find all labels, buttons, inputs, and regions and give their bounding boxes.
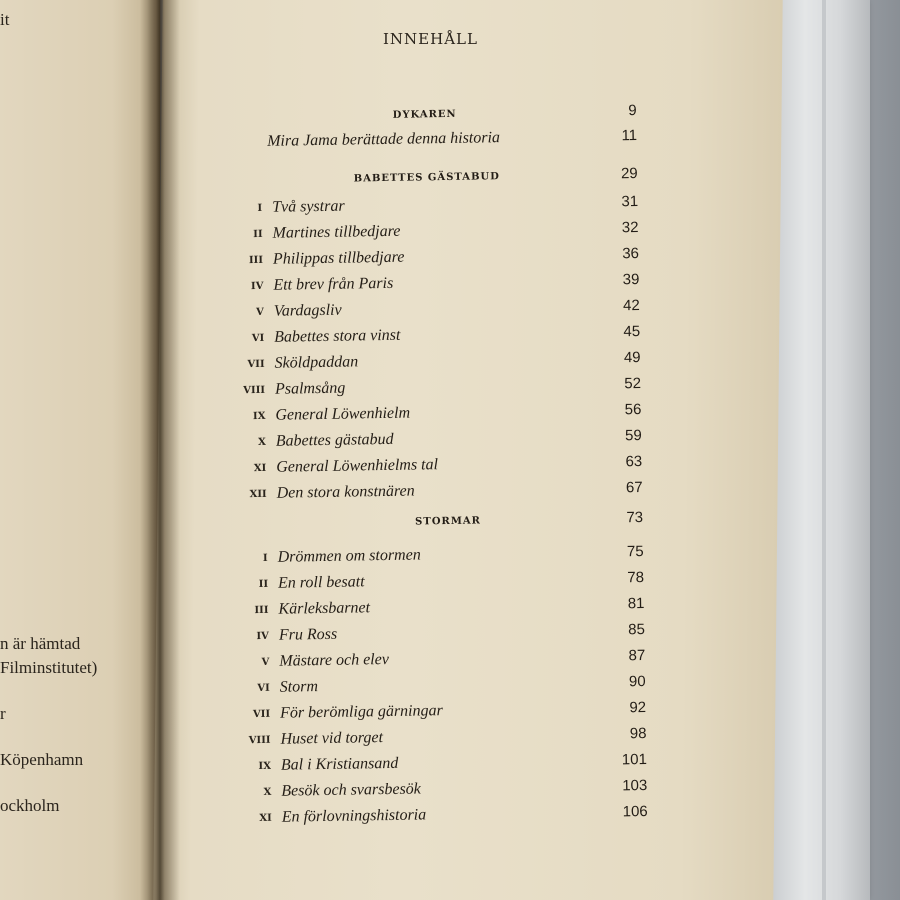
toc-page-number: 52 bbox=[624, 374, 642, 393]
toc-section-title: STORMAR bbox=[415, 515, 482, 528]
toc-page-number: 101 bbox=[621, 750, 648, 769]
toc-chapter-number: I bbox=[262, 552, 268, 564]
toc-chapter-title: Psalmsång bbox=[274, 379, 346, 398]
toc-chapter-number: V bbox=[255, 306, 264, 319]
toc-page-number: 85 bbox=[628, 620, 645, 639]
toc-chapter-title: Babettes gästabud bbox=[275, 430, 394, 450]
toc-section-title: DYKAREN bbox=[392, 108, 457, 121]
toc-chapter-number: V bbox=[261, 656, 270, 668]
left-page-line: r bbox=[0, 704, 6, 723]
left-page-line: n är hämtad bbox=[0, 634, 81, 653]
toc-chapter-number: VIII bbox=[243, 384, 266, 397]
toc-page-number: 90 bbox=[628, 672, 646, 691]
toc-chapter-number: IV bbox=[256, 630, 269, 643]
toc-chapter-title: Vardagsliv bbox=[273, 301, 342, 320]
toc-page-number: 73 bbox=[626, 508, 644, 527]
toc-chapter-title: Martines tillbedjare bbox=[272, 222, 401, 242]
toc-page-number: 42 bbox=[622, 297, 640, 315]
toc-chapter-number: XII bbox=[249, 488, 267, 501]
toc-page-number: 81 bbox=[627, 594, 645, 613]
toc-chapter-title: Bal i Kristiansand bbox=[280, 754, 399, 774]
toc-page-number: 98 bbox=[629, 724, 647, 743]
toc-chapter-title: Kärleksbarnet bbox=[278, 599, 371, 618]
toc-heading: INNEHÅLL bbox=[383, 30, 478, 48]
toc-chapter-title: General Löwenhielm bbox=[275, 404, 411, 424]
toc-page-number: 31 bbox=[621, 193, 639, 211]
toc-chapter-number: II bbox=[258, 578, 269, 591]
toc-chapter-number: III bbox=[248, 254, 264, 267]
toc-page-number: 39 bbox=[622, 271, 640, 289]
toc-chapter-title: Drömmen om stormen bbox=[277, 546, 421, 566]
toc-section-title: BABETTES GÄSTABUD bbox=[353, 171, 500, 185]
toc-page-number: 59 bbox=[624, 426, 642, 445]
toc-chapter-title: Fru Ross bbox=[278, 625, 338, 644]
toc-page-number: 87 bbox=[628, 646, 646, 665]
toc-chapter-number: II bbox=[253, 228, 263, 241]
toc-page-number: 45 bbox=[623, 322, 641, 341]
toc-page-number: 9 bbox=[628, 102, 637, 120]
toc-chapter-number: XI bbox=[259, 812, 272, 825]
toc-chapter-title: Philippas tillbedjare bbox=[272, 248, 405, 268]
toc-chapter-number: VII bbox=[247, 358, 265, 371]
toc-chapter-number: X bbox=[263, 786, 272, 798]
toc-page-number: 11 bbox=[621, 127, 638, 145]
toc-chapter-number: X bbox=[258, 436, 266, 449]
toc-chapter-number: VI bbox=[257, 682, 270, 695]
toc-chapter-number: VII bbox=[252, 708, 271, 721]
toc-page-number: 36 bbox=[622, 245, 640, 263]
toc-chapter-number bbox=[221, 137, 261, 138]
left-page-line: ockholm bbox=[0, 796, 60, 815]
toc-chapter-number: I bbox=[257, 202, 263, 214]
toc-page-number: 32 bbox=[621, 219, 639, 237]
toc-chapter-number: III bbox=[254, 604, 269, 617]
toc-page-number: 56 bbox=[624, 400, 642, 419]
toc-chapter-title: En roll besatt bbox=[277, 573, 365, 592]
toc-page-number: 49 bbox=[623, 348, 641, 367]
toc-page-number: 103 bbox=[622, 776, 648, 795]
toc-chapter-title: Babettes stora vinst bbox=[274, 326, 401, 346]
toc-chapter-title: En förlovningshistoria bbox=[281, 806, 427, 826]
toc-chapter-title: Huset vid torget bbox=[280, 729, 384, 748]
toc-page-number: 78 bbox=[627, 568, 645, 587]
toc-page-number: 106 bbox=[622, 802, 648, 821]
toc-chapter-number: IX bbox=[258, 760, 272, 773]
left-page-line: it bbox=[0, 10, 10, 29]
toc-chapter-title: Storm bbox=[279, 678, 319, 696]
toc-chapter-title: Ett brev från Paris bbox=[273, 274, 394, 294]
toc-page-number: 75 bbox=[626, 542, 644, 561]
toc-chapter-title: Besök och svarsbesök bbox=[281, 780, 421, 800]
toc-chapter-title: Den stora konstnären bbox=[276, 482, 415, 502]
toc-chapter-title: Två systrar bbox=[272, 197, 345, 216]
toc-chapter-title: Mästare och elev bbox=[279, 650, 390, 670]
toc-page-number: 29 bbox=[620, 165, 638, 183]
toc-chapter-number: IX bbox=[252, 410, 266, 423]
toc-chapter-number: XI bbox=[253, 462, 267, 475]
toc-chapter-number: VI bbox=[251, 332, 265, 345]
toc-page-number: 67 bbox=[625, 478, 643, 497]
toc-chapter-number: IV bbox=[250, 280, 264, 293]
toc-page-number: 63 bbox=[625, 452, 643, 471]
left-page-line: Filminstitutet) bbox=[0, 658, 98, 677]
toc-chapter-title: Sköldpaddan bbox=[274, 353, 359, 372]
toc-chapter-title: General Löwenhielms tal bbox=[276, 456, 439, 476]
toc-chapter-number: VIII bbox=[248, 734, 271, 747]
toc-page-number: 92 bbox=[629, 698, 647, 717]
left-page-line: Köpenhamn bbox=[0, 750, 84, 769]
toc-chapter-title: Mira Jama berättade denna historia bbox=[266, 129, 501, 150]
toc-chapter-title: För berömliga gärningar bbox=[279, 702, 443, 722]
